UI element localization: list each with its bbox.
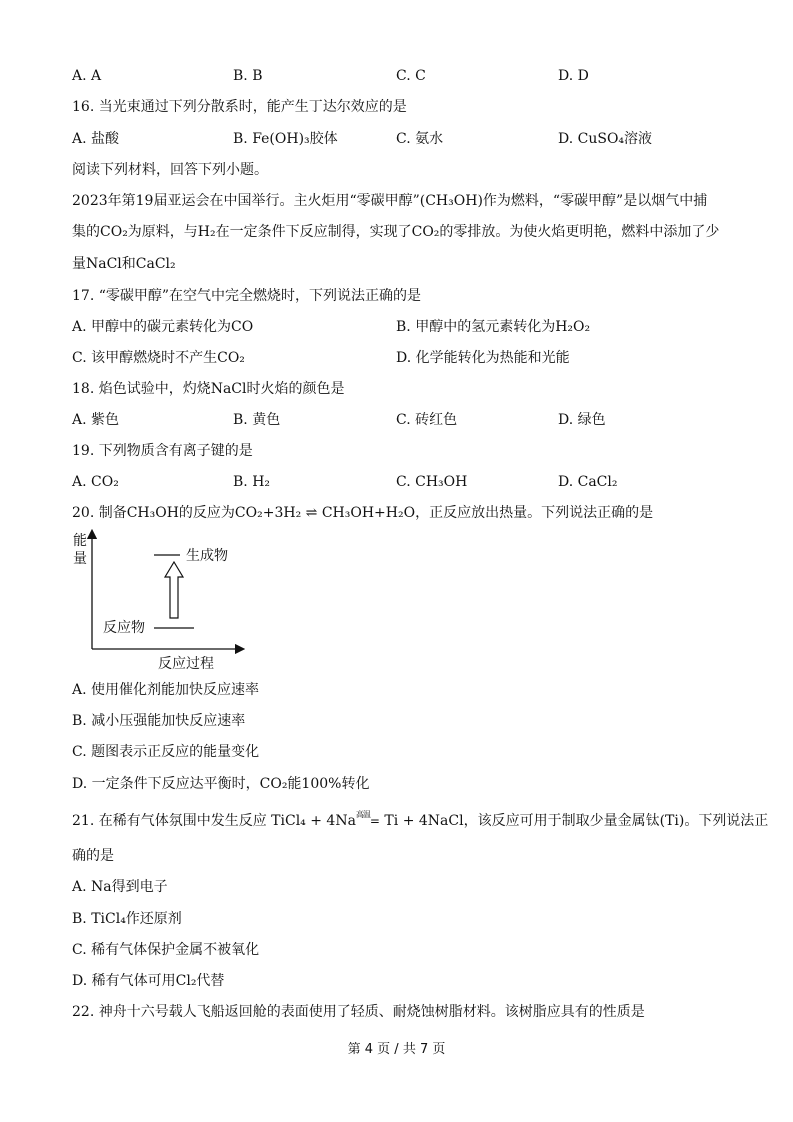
q21-option-c: C. 稀有气体保护金属不被氧化 [72, 942, 260, 958]
q16-stem: 16. 当光束通过下列分散系时，能产生丁达尔效应的是 [72, 99, 407, 115]
q16-option-c: C. 氨水 [396, 131, 444, 147]
q18-option-d: D. 绿色 [558, 412, 606, 428]
q19-option-a: A. CO₂ [72, 474, 119, 490]
q17-option-b: B. 甲醇中的氢元素转化为H₂O₂ [396, 319, 591, 335]
q21-stem-pre: 21. 在稀有气体氛围中发生反应 TiCl₄ + 4Na [72, 813, 356, 829]
q18-option-b: B. 黄色 [233, 412, 281, 428]
q16-option-b: B. Fe(OH)₃胶体 [233, 131, 338, 147]
q20-option-b: B. 减小压强能加快反应速率 [72, 713, 246, 729]
reactant-label: 反应物 [103, 620, 145, 636]
q22-stem: 22. 神舟十六号载人飞船返回舱的表面使用了轻质、耐烧蚀树脂材料。该树脂应具有的性质是 [72, 1004, 645, 1020]
q17-option-a: A. 甲醇中的碳元素转化为CO [72, 319, 254, 335]
q20-option-c: C. 题图表示正反应的能量变化 [72, 744, 260, 760]
q18-option-c: C. 砖红色 [396, 412, 458, 428]
q21-option-a: A. Na得到电子 [72, 879, 168, 895]
q19-option-c: C. CH₃OH [396, 474, 468, 490]
q17-option-c: C. 该甲醇燃烧时不产生CO₂ [72, 350, 245, 366]
q15-option-a: A. A [72, 68, 102, 84]
q17-stem: 17. “零碳甲醇”在空气中完全燃烧时，下列说法正确的是 [72, 288, 422, 304]
y-axis-label-2: 量 [73, 551, 87, 567]
material-line-3: 量NaCl和CaCl₂ [72, 256, 176, 272]
q20-option-d: D. 一定条件下反应达平衡时，CO₂能100%转化 [72, 776, 370, 792]
q21-stem [72, 811, 768, 833]
q21-option-b: B. TiCl₄作还原剂 [72, 911, 182, 927]
q15-option-d: D. D [558, 68, 589, 84]
q18-option-a: A. 紫色 [72, 412, 120, 428]
q20-stem: 20. 制备CH₃OH的反应为CO₂+3H₂ ⇌ CH₃OH+H₂O，正反应放出热量。下列说法正确的是 [72, 505, 654, 521]
material-line-2: 集的CO₂为原料，与H₂在一定条件下反应制得，实现了CO₂的零排放。为使火焰更明艳，燃料中添加了少 [72, 224, 720, 240]
q21-stem-line2: 确的是 [72, 848, 114, 864]
q20-option-a: A. 使用催化剂能加快反应速率 [72, 682, 260, 698]
q17-option-d: D. 化学能转化为热能和光能 [396, 350, 570, 366]
material-line-1: 2023年第19届亚运会在中国举行。主火炬用“零碳甲醇”(CH₃OH)作为燃料，“零碳甲醇”是以烟气中捕 [72, 193, 708, 209]
q21-option-d: D. 稀有气体可用Cl₂代替 [72, 973, 225, 989]
energy-diagram [70, 528, 260, 676]
q19-stem: 19. 下列物质含有离子键的是 [72, 443, 253, 459]
x-axis-label: 反应过程 [158, 656, 214, 672]
q19-option-b: B. H₂ [233, 474, 271, 490]
q15-option-c: C. C [396, 68, 426, 84]
y-axis-label-1: 能 [73, 533, 87, 549]
q15-option-b: B. B [233, 68, 263, 84]
q21-stem-post: Ti + 4NaCl，该反应可用于制取少量金属钛(Ti)。下列说法正 [379, 813, 769, 829]
q19-option-d: D. CaCl₂ [558, 474, 618, 490]
reaction-condition: $^{高温}$= [355, 810, 380, 828]
page-footer: 第 4 页 / 共 7 页 [347, 1042, 446, 1057]
energy-increase-arrow [165, 562, 183, 618]
reading-intro: 阅读下列材料，回答下列小题。 [72, 162, 268, 178]
product-label: 生成物 [186, 548, 228, 564]
q16-option-a: A. 盐酸 [72, 131, 120, 147]
q16-option-d: D. CuSO₄溶液 [558, 131, 653, 147]
q18-stem: 18. 焰色试验中，灼烧NaCl时火焰的颜色是 [72, 381, 345, 397]
